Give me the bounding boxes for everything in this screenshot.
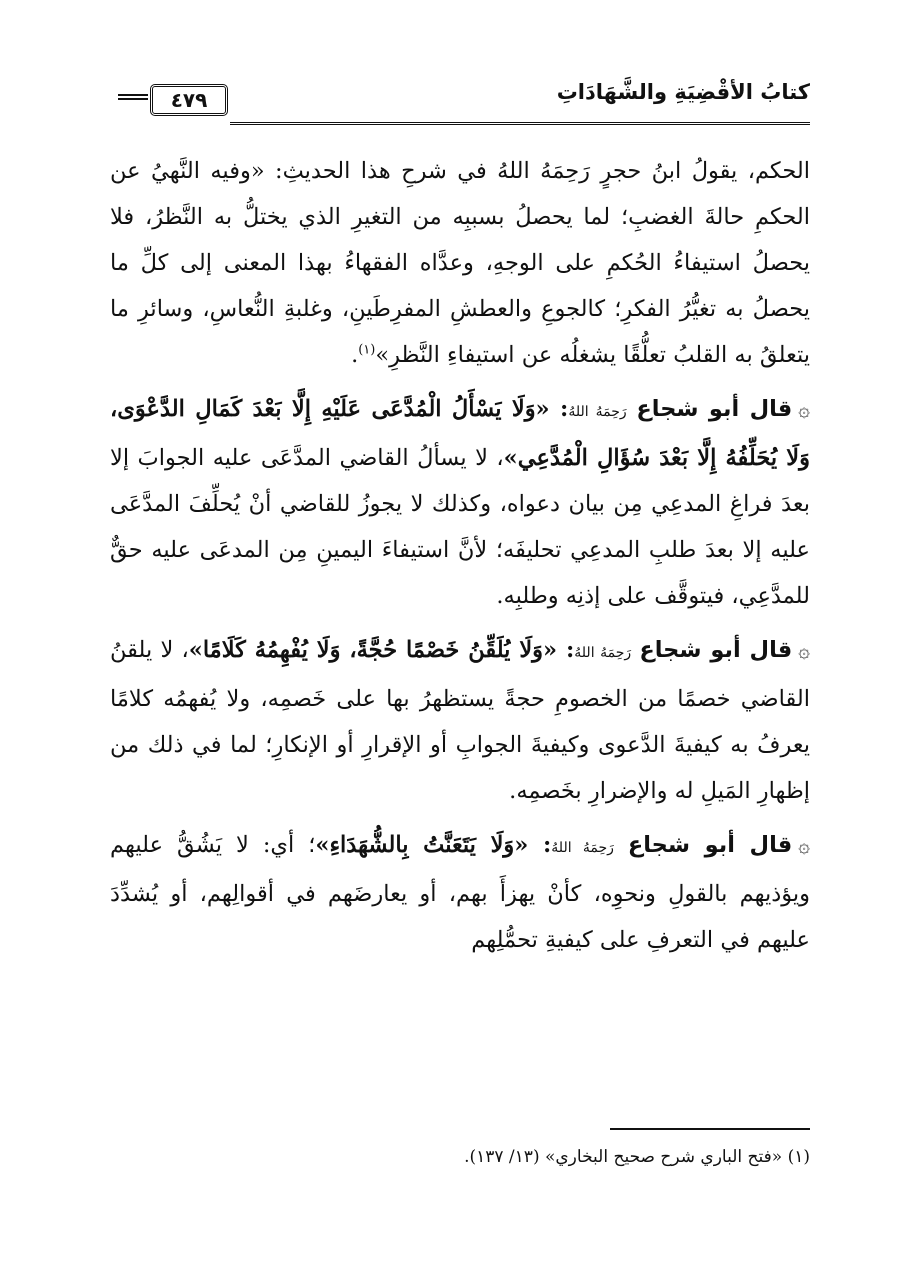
paragraph-1 [110, 148, 810, 378]
honorific: رَحِمَهُ اللهُ [551, 840, 614, 856]
speaker-label: قال أبو شجاع [636, 396, 793, 422]
paragraph-3 [110, 627, 810, 814]
matn-text: : «وَلَا يَسْأَلُ الْمُدَّعَى عَلَيْهِ إِلَّا بَعْدَ كَمَالِ الدَّعْوَى، وَلَا يُحَلِّفُهُ إِلَّا بَعْدَ سُؤَالِ الْمُدَّعِي» [110, 396, 811, 471]
footnote [110, 1144, 810, 1170]
paragraph-1-text: الحكم، يقولُ ابنُ حجرٍ رَحِمَهُ اللهُ في شرحِ هذا الحديثِ: «وفيه النَّهيُ عن الحكمِ حالةَ الغضبِ؛ لما يحصلُ بسببِه من التغيرِ الذي يختلُّ به النَّظرُ، فلا يحصلُ استيفاءُ الحُكمِ على الوجهِ، وعدَّاه الفقهاءُ بهذا المعنى إلى كلِّ ما يحصلُ به تغيُّرُ الفكرِ؛ كالجوعِ والعطشِ المفرِطَينِ، وغلبةِ النُّعاسِ، وسائرِ ما يتعلقُ به القلبُ تعلُّقًا يشغلُه عن استيفاءِ النَّظرِ» [110, 158, 810, 368]
footnote-text: «فتح الباري شرح صحيح البخاري» (١٣/ ١٣٧). [464, 1147, 783, 1167]
page-number: ٤٧٩ [150, 84, 228, 116]
header-ornament-line [118, 94, 148, 100]
honorific: رَحِمَهُ اللهُ [574, 645, 632, 661]
matn-text: : «وَلَا يُلَقِّنُ خَصْمًا حُجَّةً، وَلَا يُفْهِمُهُ كَلَامًا» [188, 637, 575, 663]
main-text [110, 148, 810, 971]
commentary-text: ؛ أي: لا يَشُقُّ عليهم ويؤذيهم بالقولِ ونحوِه، كأنْ يهزأَ بهم، أو يعارضَهم في أقوالِهم، أو يُشدِّدَ عليهم في التعرفِ على كيفيةِ تحمُّلِهم [110, 832, 810, 953]
ornament-icon: ۞ [798, 397, 811, 421]
speaker-label: قال أبو شجاع [627, 832, 793, 858]
ornament-icon: ۞ [798, 833, 810, 857]
page-header [110, 62, 810, 132]
commentary-text: ، لا يسألُ القاضي المدَّعَى عليه الجوابَ إلا بعدَ فراغِ المدعِي مِن بيان دعواه، وكذلك لا يجوزُ للقاضي أنْ يُحلِّفَ المدَّعَى عليه إلا بعدَ طلبِ المدعِي تحليفَه؛ لأنَّ استيفاءَ اليمينِ مِن المدعَى عليه حقٌّ للمدَّعِي، فيتوقَّف على إذنِه وطلبِه. [110, 445, 810, 609]
paragraph-2 [110, 386, 810, 619]
header-rule [230, 122, 810, 125]
footnote-marker: (١) [787, 1147, 810, 1167]
matn-text: : «وَلَا يَتَعَنَّتُ بِالشُّهَدَاءِ» [315, 832, 552, 858]
paragraph-4 [110, 822, 810, 963]
paragraph-1-end: . [351, 342, 359, 368]
running-title: كتابُ الأقْضِيَةِ والشَّهَادَاتِ [556, 80, 810, 104]
speaker-label: قال أبو شجاع [639, 637, 793, 663]
ornament-icon: ۞ [798, 638, 810, 662]
honorific: رَحِمَهُ اللهُ [568, 404, 627, 420]
commentary-text: ، لا يلقنُ القاضي خصمًا من الخصومِ حجةً يستظهرُ بها على خَصمِه، ولا يُفهمُه كلامًا يعرفُ به كيفيةَ الدَّعوى وكيفيةَ الجوابِ أو الإقرارِ أو الإنكارِ؛ لما في ذلك من إظهارِ المَيلِ له والإضرارِ بخَصمِه. [110, 637, 810, 804]
footnote-rule [610, 1128, 810, 1130]
footnote-reference: (١) [358, 342, 376, 358]
